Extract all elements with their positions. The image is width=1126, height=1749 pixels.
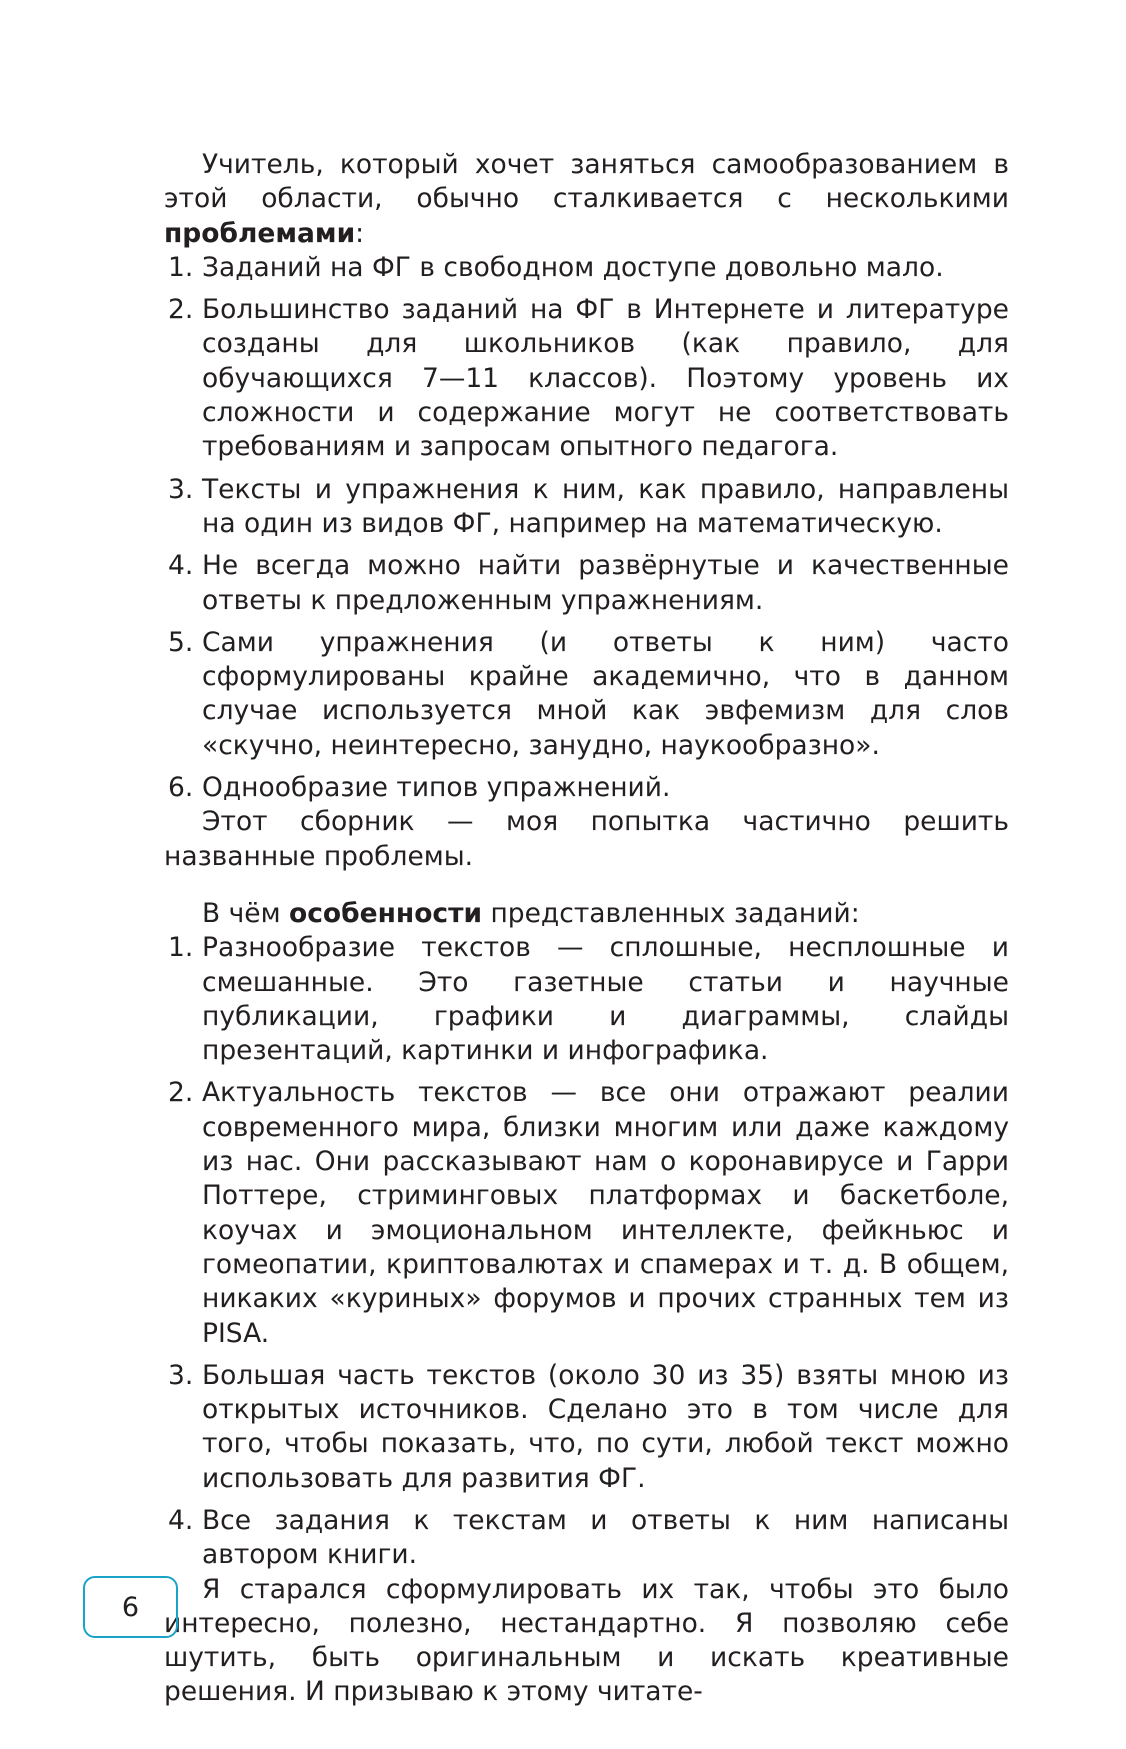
intro-text-end: : bbox=[355, 217, 365, 249]
list-item-number: 1. bbox=[168, 251, 194, 283]
list-item bbox=[164, 293, 1009, 464]
list-item-text: Разнообразие текстов — сплошные, несплошные и смешанные. Это газетные статьи и научные публикации, графики и диаграммы, слайды презентаций, картинки и инфографика. bbox=[202, 932, 1009, 1067]
list-item-number: 6. bbox=[168, 772, 194, 804]
list-item-text: Актуальность текстов — все они отражают реалии современного мира, близки многим или даже каждому из нас. Они рассказывают нам о коронавирусе и Гарри Поттере, стриминговых платформах и баскетболе, коучах и эмоциональном интеллекте, фейкньюс и гомеопатии, криптовалютах и спамерах и т. д. В общем, никаких «куриных» форумов и прочих странных тем из PISA. bbox=[202, 1077, 1009, 1349]
list-item-text: Тексты и упражнения к ним, как правило, направлены на один из видов ФГ, например на математическую. bbox=[202, 473, 1009, 539]
list-item-number: 2. bbox=[168, 294, 194, 326]
list-item bbox=[164, 1504, 1009, 1573]
features-intro-text-end: представленных заданий: bbox=[482, 897, 860, 929]
list-item-text: Однообразие типов упражнений. bbox=[202, 772, 671, 804]
features-bold-term: особенности bbox=[288, 897, 483, 929]
features-intro-paragraph bbox=[164, 897, 1009, 931]
closing-paragraph: Я старался сформулировать их так, чтобы это было интересно, полезно, нестандартно. Я позволяю себе шутить, быть оригинальным и искать креативные решения. И призываю к этому читате- bbox=[164, 1573, 1009, 1708]
problems-list bbox=[164, 251, 1009, 805]
list-item-number: 3. bbox=[168, 1359, 194, 1391]
list-item-text: Большинство заданий на ФГ в Интернете и литературе созданы для школьников (как правило, для обучающихся 7—11 классов). Поэтому уровень их сложности и содержание могут не соответствовать требованиям и запросам опытного педагога. bbox=[202, 294, 1009, 463]
list-item bbox=[164, 771, 1009, 805]
list-item-number: 4. bbox=[168, 550, 194, 582]
page-number-box bbox=[83, 1576, 178, 1638]
features-intro-text: В чём bbox=[202, 897, 289, 929]
list-item-text: Большая часть текстов (около 30 из 35) взяты мною из открытых источников. Сделано это в том числе для того, чтобы показать, что, по сути, любой текст можно использовать для развития ФГ. bbox=[202, 1359, 1009, 1494]
list-item-text: Сами упражнения (и ответы к ним) часто сформулированы крайне академично, что в данном случае используется мной как эвфемизм для слов «скучно, неинтересно, занудно, наукообразно». bbox=[202, 626, 1009, 761]
intro-bold-term: проблемами bbox=[164, 217, 356, 249]
list-item-text: Заданий на ФГ в свободном доступе довольно мало. bbox=[202, 251, 944, 283]
intro-text: Учитель, который хочет заняться самообразованием в этой области, обычно сталкивается с несколькими bbox=[164, 149, 1009, 215]
attempt-paragraph: Этот сборник — моя попытка частично решить названные проблемы. bbox=[164, 806, 1009, 872]
list-item-number: 2. bbox=[168, 1077, 194, 1109]
list-item-number: 1. bbox=[168, 932, 194, 964]
list-item-number: 4. bbox=[168, 1504, 194, 1536]
list-item bbox=[164, 626, 1009, 763]
list-item-text: Не всегда можно найти развёрнутые и качественные ответы к предложенным упражнениям. bbox=[202, 550, 1009, 616]
list-item-text: Все задания к текстам и ответы к ним написаны автором книги. bbox=[202, 1504, 1009, 1571]
list-item bbox=[164, 251, 1009, 285]
page-body bbox=[164, 148, 1009, 1710]
list-item bbox=[164, 1359, 1009, 1496]
list-item bbox=[164, 473, 1009, 542]
list-item bbox=[164, 549, 1009, 618]
page-number: 6 bbox=[121, 1591, 140, 1623]
intro-paragraph bbox=[164, 148, 1009, 251]
list-item bbox=[164, 1076, 1009, 1350]
list-item-number: 5. bbox=[168, 626, 194, 658]
list-item bbox=[164, 931, 1009, 1068]
list-item-number: 3. bbox=[168, 473, 194, 505]
features-list bbox=[164, 931, 1009, 1572]
